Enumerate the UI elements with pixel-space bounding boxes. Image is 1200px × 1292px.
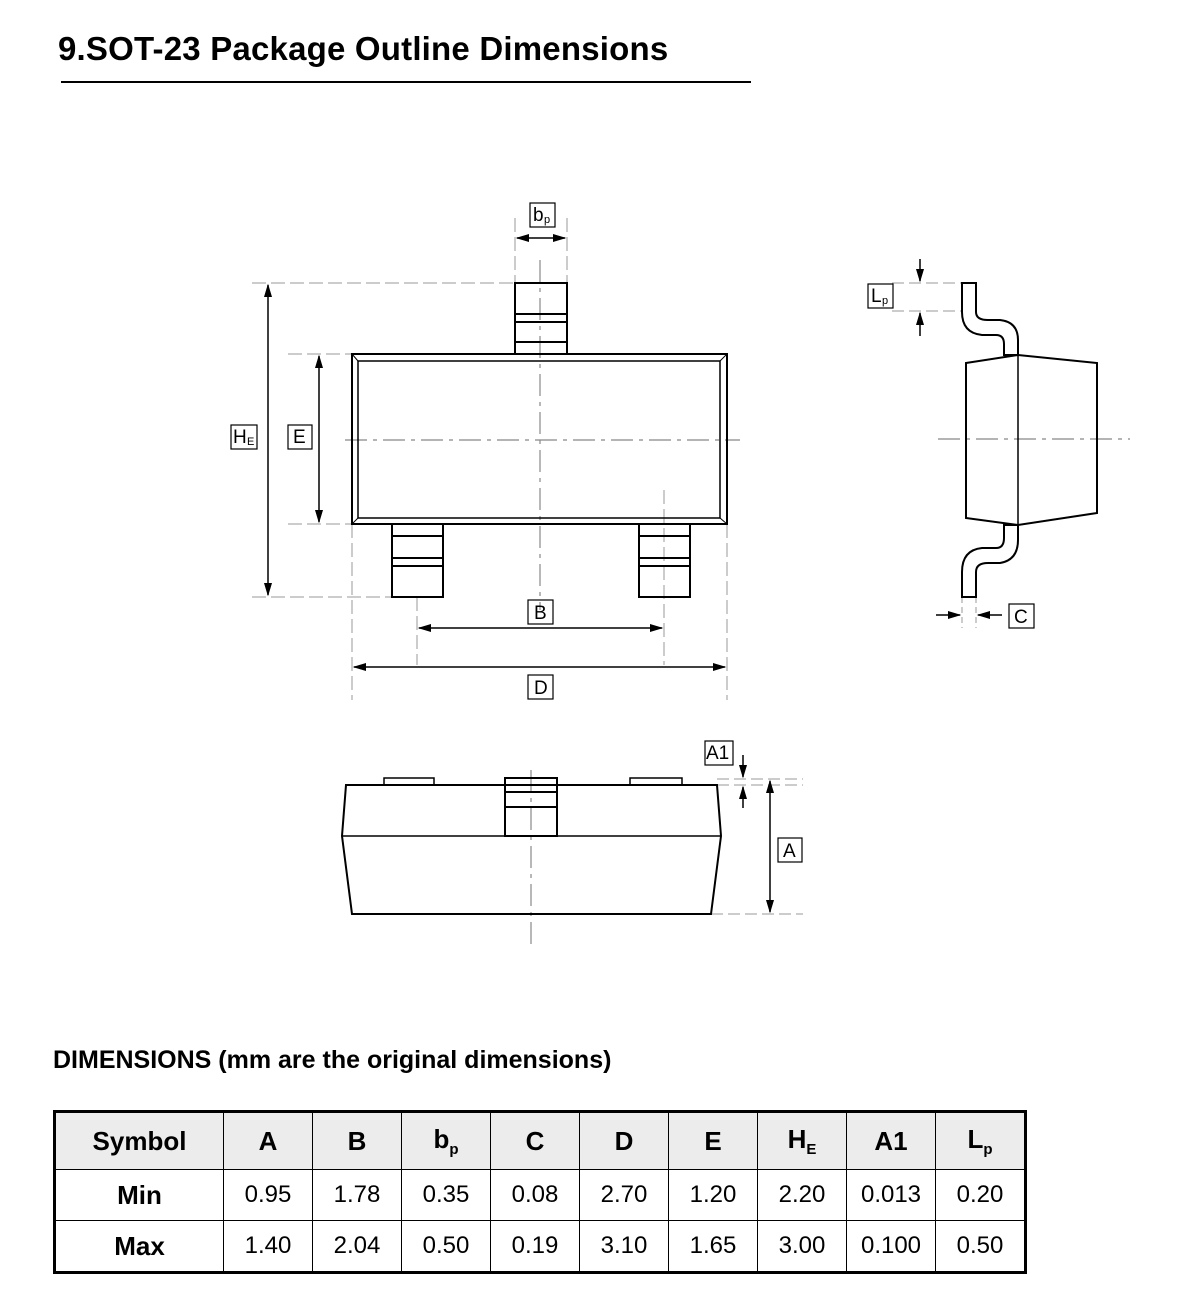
side-view: [868, 259, 1130, 628]
column-symbol: D: [614, 1125, 634, 1156]
column-symbol-subscript: p: [449, 1141, 459, 1159]
table-body: [55, 1170, 1026, 1273]
dimensions-heading: DIMENSIONS (mm are the original dimensions): [53, 1046, 612, 1074]
dimensions-table: [53, 1110, 1027, 1274]
table-cell: 0.20: [936, 1170, 1026, 1221]
top-view-labels: [233, 205, 550, 699]
table-column-header: [313, 1112, 402, 1170]
table-cell: 2.20: [758, 1170, 847, 1221]
table-column-header: [402, 1112, 491, 1170]
table-column-header: [669, 1112, 758, 1170]
table-cell: 0.50: [936, 1221, 1026, 1273]
column-symbol: C: [525, 1125, 545, 1156]
front-view: [342, 741, 803, 950]
label-he-sub: E: [247, 436, 255, 448]
table-cell: 0.100: [847, 1221, 936, 1273]
lead-foot-left: [384, 778, 434, 785]
table-cell: 0.50: [402, 1221, 491, 1273]
table-cell: 1.20: [669, 1170, 758, 1221]
label-a: A: [783, 841, 796, 862]
label-e: E: [293, 427, 306, 448]
table-header-row: [55, 1112, 1026, 1170]
table-column-header: [758, 1112, 847, 1170]
column-symbol-subscript: p: [983, 1141, 993, 1159]
table-cell: 0.013: [847, 1170, 936, 1221]
row-label: Min: [55, 1170, 224, 1221]
table-cell: 0.35: [402, 1170, 491, 1221]
page-title: 9.SOT-23 Package Outline Dimensions: [58, 30, 669, 67]
column-symbol-subscript: E: [806, 1141, 817, 1159]
table-cell: 0.19: [491, 1221, 580, 1273]
column-symbol: L: [967, 1123, 984, 1154]
label-lp: L: [871, 286, 882, 307]
table-row: [55, 1221, 1026, 1273]
table-cell: 3.10: [580, 1221, 669, 1273]
column-symbol: A1: [874, 1125, 908, 1156]
table-corner-cell: Symbol: [55, 1112, 224, 1170]
table-cell: 2.70: [580, 1170, 669, 1221]
table-cell: 1.65: [669, 1221, 758, 1273]
column-symbol: H: [787, 1123, 807, 1154]
table-column-header: [580, 1112, 669, 1170]
column-symbol: E: [704, 1125, 722, 1156]
label-he: H: [233, 427, 247, 448]
table-cell: 1.78: [313, 1170, 402, 1221]
column-symbol: A: [258, 1125, 278, 1156]
label-d: D: [534, 678, 548, 699]
table-row: [55, 1170, 1026, 1221]
lead-bottom-left: [392, 524, 443, 597]
column-symbol: B: [347, 1125, 367, 1156]
label-a1: A1: [706, 743, 730, 764]
table-column-header: [936, 1112, 1026, 1170]
table-cell: 3.00: [758, 1221, 847, 1273]
label-bp: b: [533, 205, 544, 226]
table-column-header: [224, 1112, 313, 1170]
label-lp-sub: p: [882, 295, 889, 307]
row-label: Max: [55, 1221, 224, 1273]
column-symbol: b: [433, 1123, 450, 1154]
table-cell: 2.04: [313, 1221, 402, 1273]
gull-wing-lead-bottom: [962, 525, 1018, 597]
table-cell: 0.08: [491, 1170, 580, 1221]
label-bp-sub: p: [544, 214, 551, 226]
lead-foot-right: [630, 778, 682, 785]
lead-top: [515, 283, 567, 354]
label-b: B: [534, 603, 547, 624]
table-column-header: [847, 1112, 936, 1170]
label-c: C: [1014, 607, 1028, 628]
side-view-labels: [871, 286, 1028, 628]
table-cell: 0.95: [224, 1170, 313, 1221]
table-column-header: [491, 1112, 580, 1170]
top-view: [231, 203, 740, 700]
gull-wing-lead-top: [962, 283, 1018, 355]
package-side-body: [966, 355, 1097, 525]
table-cell: 1.40: [224, 1221, 313, 1273]
